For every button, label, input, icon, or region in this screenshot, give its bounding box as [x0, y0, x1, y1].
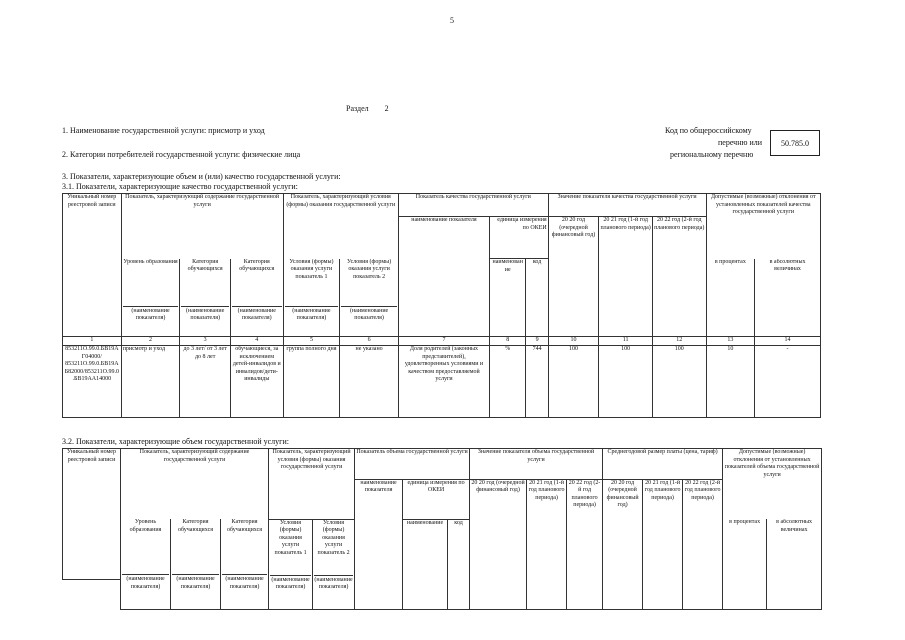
q-num-4: 4: [230, 337, 283, 346]
consumers: 2. Категории потребителей государственной услуги: физические лица: [62, 150, 301, 159]
v-head-price1: 20 20 год (очередной финансовый год): [603, 479, 643, 609]
code-label-3: региональному перечню: [670, 150, 754, 159]
q-row-nospec: не указано: [340, 346, 399, 418]
q-col-level-sub: (наименование показателя): [131, 307, 170, 321]
v-col-cond1: [269, 519, 313, 609]
q-num-12: 12: [652, 337, 706, 346]
q-num-3: 3: [180, 337, 231, 346]
v-head-deviation: Допустимые (возможные) отклонения от установленных показателей объема государственной услуги: [723, 449, 822, 480]
q-row-id: 853211О.99.0.БВ19АГ04000/ 853211О.99.0.БВ19АБ82000/853211О.99.0.БВ19АА14000: [63, 346, 122, 418]
volume-title: 3.2. Показатели, характеризующие объем государственной услуги:: [62, 437, 289, 446]
v-col-cat2-sub: (наименование показателя): [225, 576, 264, 590]
v-head-unit: единица измерения по ОКЕИ: [403, 479, 470, 519]
v-col-cat1: [171, 519, 221, 609]
q-row-dev-pct: 10: [706, 346, 755, 418]
q-col-cond1: [283, 259, 340, 337]
quality-title: 3.1. Показатели, характеризующие качество государственной услуги:: [62, 182, 298, 191]
indicators-title: 3. Показатели, характеризующие объем и (или) качество государственной услуги:: [62, 172, 341, 181]
q-num-8: 8: [490, 337, 526, 346]
q-num-13: 13: [706, 337, 755, 346]
q-col-dev-abs: в абсолютных величинах: [755, 259, 821, 337]
q-num-10: 10: [548, 337, 599, 346]
code-label-2: перечню или: [718, 138, 763, 147]
v-head-year2: 20 21 год (1-й год планового периода): [527, 479, 567, 609]
page-number: 5: [450, 16, 454, 25]
v-col-level-name: Уровень образования: [122, 519, 169, 575]
q-head-quality: Показатель качества государственной услуги: [398, 194, 548, 217]
q-num-1: 1: [63, 337, 122, 346]
q-row-code: 744: [526, 346, 548, 418]
q-head-unique: Уникальный номер реестровой записи: [63, 194, 122, 337]
v-col-unit-name: наименование: [403, 519, 448, 609]
q-num-14: 14: [755, 337, 821, 346]
q-col-cat1: [180, 259, 231, 337]
v-col-level-sub: (наименование показателя): [126, 576, 165, 590]
q-col-cat2-sub: (наименование показателя): [237, 307, 276, 321]
q-row-unit: %: [490, 346, 526, 418]
q-row-dev-abs: -: [755, 346, 821, 418]
v-head-deviation-space: [723, 479, 822, 519]
q-col-cond2-sub: (наименование показателя): [349, 307, 389, 321]
q-col-cat2: [230, 259, 283, 337]
q-head-year3: 20 22 год (2-й год планового периода): [652, 217, 706, 337]
v-col-dev-pct: в процентах: [723, 519, 767, 609]
v-col-cat2: [221, 519, 269, 609]
v-col-cond2-sub: (наименование показателя): [314, 576, 353, 590]
q-col-cond2: [340, 259, 399, 337]
q-col-unit-code: код: [526, 259, 548, 337]
section-label: [346, 104, 389, 113]
q-head-deviation: Допустимые (возможные) отклонения от установленных показателей качества государственной услуги: [706, 194, 820, 217]
service-name: 1. Наименование государственной услуги: присмотр и уход: [62, 126, 265, 135]
q-row-v3: 100: [652, 346, 706, 418]
section-word: Раздел: [346, 104, 369, 113]
q-col-cond1-sub: (наименование показателя): [292, 307, 331, 321]
v-head-year1: 20 20 год (очередной финансовый год): [470, 479, 527, 609]
v-head-price2: 20 21 год (1-й год планового периода): [643, 479, 683, 609]
q-row-group: группа полного дня: [283, 346, 340, 418]
q-row-v1: 100: [548, 346, 599, 418]
q-num-2: 2: [121, 337, 180, 346]
v-col-dev-abs: в абсолютных величинах: [767, 519, 822, 609]
v-head-price3: 20 22 год (2-й год планового периода): [683, 479, 723, 609]
q-head-unit: единица измерения по ОКЕИ: [490, 217, 549, 259]
v-head-content: Показатель, характеризующий содержание государственной услуги: [121, 449, 269, 480]
v-col-cond1-name: Условия (формы) оказания услуги показатель 1: [270, 520, 311, 576]
q-num-11: 11: [599, 337, 653, 346]
q-row-age: до 3 лет/ от 3 лет до 8 лет: [180, 346, 231, 418]
v-head-content-space: [121, 479, 269, 519]
code-label-1: Код по общероссийскому: [665, 126, 752, 135]
q-row-indicator: Доля родителей (законных представителей), удовлетворенных условиями и качеством предоставляемой услуги: [398, 346, 489, 418]
v-head-indicator-name: наименование показателя: [355, 479, 403, 609]
q-num-9: 9: [526, 337, 548, 346]
v-col-cond2: [313, 519, 355, 609]
q-col-level-name: Уровень образования: [123, 259, 179, 307]
q-num-5: 5: [283, 337, 340, 346]
q-col-cond2-name: Условия (формы) оказания услуги показатель 2: [341, 259, 397, 307]
v-col-unit-code: код: [448, 519, 470, 609]
q-col-cat1-name: Категория обучающихся: [181, 259, 229, 307]
v-col-cond1-sub: (наименование показателя): [271, 576, 310, 590]
section-number: 2: [384, 104, 389, 113]
q-head-content: Показатель, характеризующий содержание государственной услуги: [121, 194, 283, 217]
q-head-year1: 20 20 год (очередной финансовый год): [548, 217, 599, 337]
v-head-conditions: Показатель, характеризующий условия (формы) оказания государственной услуги: [269, 449, 355, 520]
q-col-dev-pct: в процентах: [706, 259, 755, 337]
q-head-year2: 20 21 год (1-й год планового периода): [599, 217, 653, 337]
q-col-level: [121, 259, 180, 337]
q-head-deviation-space: [706, 217, 820, 259]
q-head-value: Значение показателя качества государственной услуги: [548, 194, 706, 217]
q-head-indicator-name: наименование показателя: [398, 217, 489, 259]
q-row-content: присмотр и уход: [121, 346, 180, 418]
q-head-conditions: Показатель, характеризующий условия (формы) оказания государственной услуги: [283, 194, 398, 217]
q-num-6: 6: [340, 337, 399, 346]
code-value: 50.785.0: [781, 138, 809, 148]
v-head-unique: Уникальный номер реестровой записи: [63, 449, 121, 580]
q-col-cat2-name: Категория обучающихся: [232, 259, 282, 307]
v-col-cat2-name: Категория обучающихся: [222, 519, 267, 575]
v-head-value: Значение показателя объема государственной услуги: [470, 449, 603, 480]
q-col-unit-name: наименование: [490, 259, 526, 337]
volume-table: [62, 448, 822, 610]
v-head-price: Среднегодовой размер платы (цена, тариф): [603, 449, 723, 480]
v-col-cat1-name: Категория обучающихся: [172, 519, 219, 575]
v-head-volume: Показатель объема государственной услуги: [355, 449, 470, 480]
q-head-conditions-space: [283, 217, 398, 259]
q-col-cat1-sub: (наименование показателя): [186, 307, 225, 321]
q-row-v2: 100: [599, 346, 653, 418]
q-head-content-space: [121, 217, 283, 259]
v-head-year3: 20 22 год (2-й год планового периода): [567, 479, 603, 609]
code-value-box: [770, 130, 820, 156]
v-col-level: [121, 519, 171, 609]
v-col-cond2-name: Условия (формы) оказания услуги показатель 2: [314, 520, 353, 576]
q-col-cond1-name: Условия (формы) оказания услуги показатель 1: [285, 259, 339, 307]
q-row-category: обучающиеся, за исключением детей-инвалидов и инвалидов/дети-инвалиды: [230, 346, 283, 418]
q-num-7: 7: [398, 337, 489, 346]
q-col-indicator: [398, 259, 489, 337]
v-col-cat1-sub: (наименование показателя): [176, 576, 215, 590]
quality-table: [62, 193, 821, 418]
